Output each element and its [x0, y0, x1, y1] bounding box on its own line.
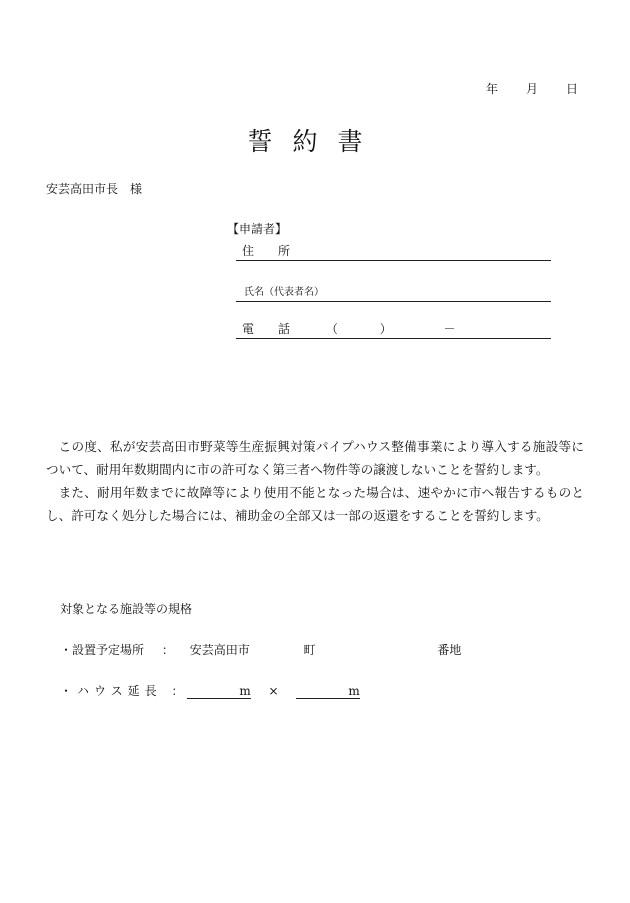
phone-label: 電 話 — [242, 322, 291, 336]
date-month: 月 — [525, 82, 538, 96]
date-line — [486, 80, 578, 97]
length-unit-2: m — [348, 684, 360, 698]
location-colon: ： — [161, 643, 174, 657]
length-input-2[interactable] — [296, 684, 359, 699]
length-label: ・ハウス延長 — [60, 684, 162, 698]
location-city: 安芸高田市 — [189, 643, 250, 657]
location-lot: 番地 — [437, 643, 462, 657]
times-sign: × — [268, 684, 279, 698]
location-label: ・設置予定場所 — [60, 643, 145, 657]
location-town: 町 — [303, 643, 316, 657]
location-row — [60, 641, 461, 658]
length-input-1[interactable] — [187, 684, 250, 699]
phone-field[interactable] — [236, 320, 551, 339]
phone-close-paren: ） — [379, 322, 392, 336]
phone-open-paren: （ — [325, 322, 338, 336]
pledge-paragraph-2: また、耐用年数までに故障等により使用不能となった場合は、速やかに市へ報告するものとし、許可なく処分した場合には、補助金の全部又は一部の返還をすることを誓約します。 — [46, 485, 584, 523]
length-row — [60, 682, 360, 699]
pledge-paragraph-1: この度、私が安芸高田市野菜等生産振興対策パイプハウス整備事業により導入する施設等について、耐用年数期間内に市の許可なく第三者へ物件等の譲渡しないことを誓約します。 — [46, 439, 584, 477]
document-title: 誓約書 — [247, 127, 383, 156]
spec-heading: 対象となる施設等の規格 — [60, 602, 193, 616]
length-unit-1: m — [239, 684, 251, 698]
length-colon: ： — [171, 684, 184, 698]
name-label: 氏名（代表者名） — [244, 287, 324, 298]
name-field[interactable] — [236, 283, 551, 302]
phone-dash: － — [443, 322, 456, 336]
address-label: 住 所 — [242, 244, 291, 258]
date-day: 日 — [565, 82, 578, 96]
address-field[interactable] — [236, 242, 551, 261]
pledge-body — [46, 435, 584, 527]
date-year: 年 — [485, 82, 498, 96]
addressee: 安芸高田市長 様 — [46, 182, 143, 196]
applicant-heading: 【申請者】 — [227, 222, 288, 236]
